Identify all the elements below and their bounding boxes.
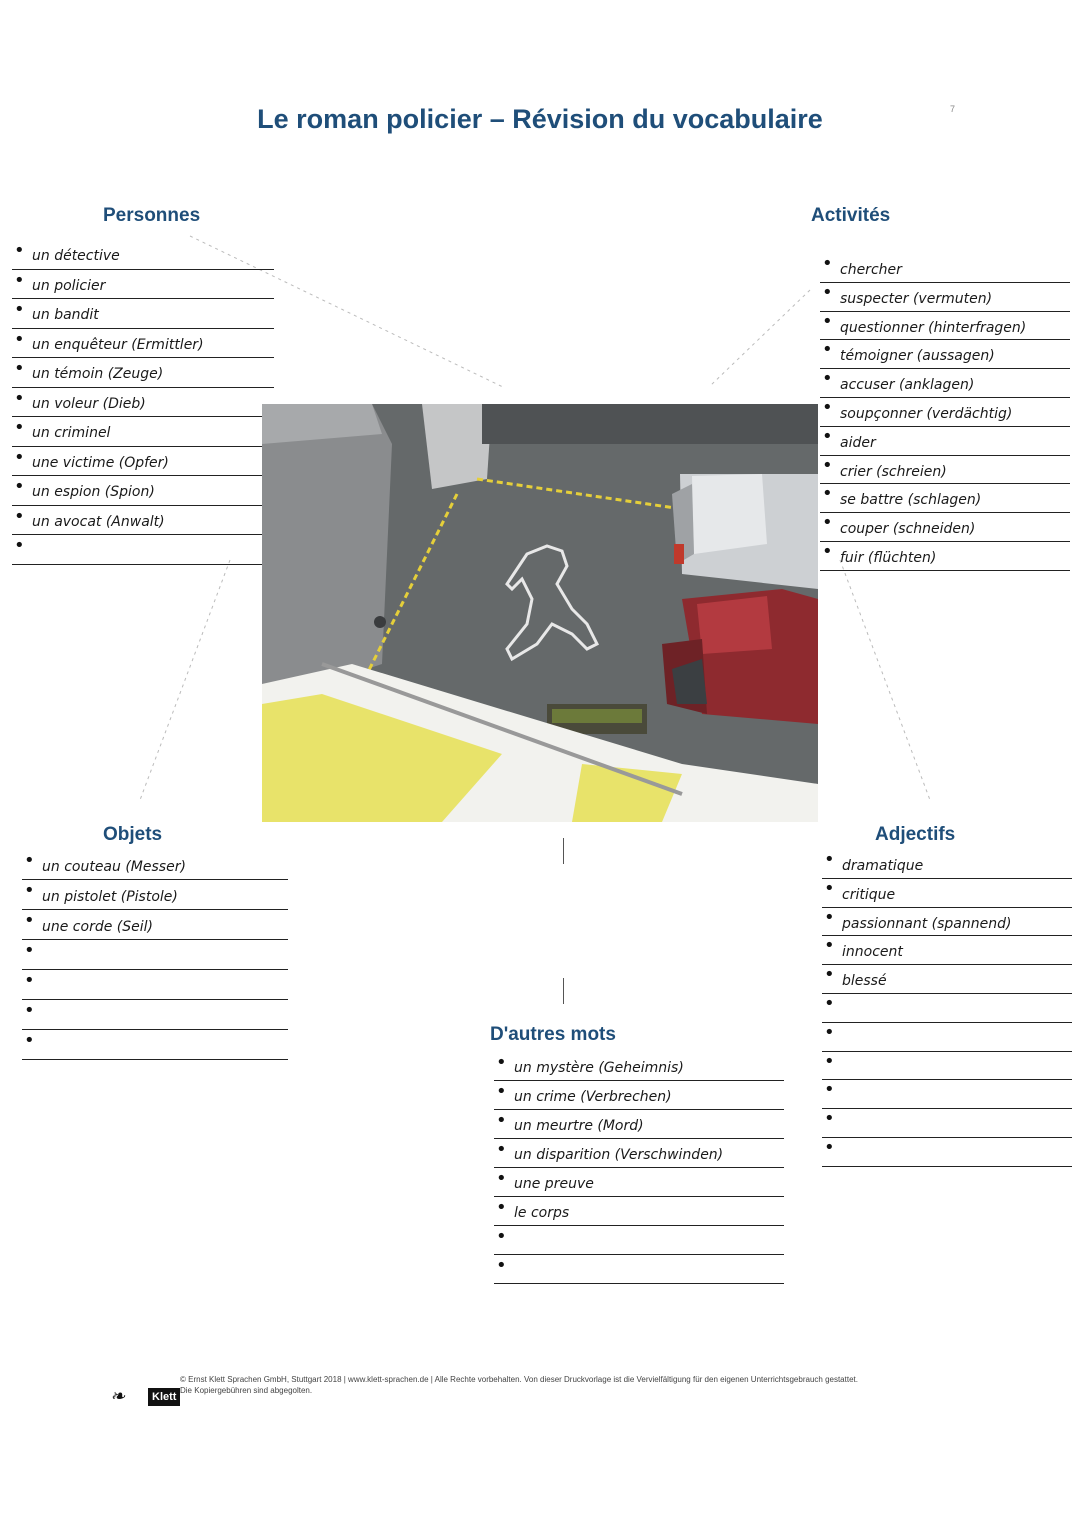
personnes-list [12,240,274,565]
page-number: 7 [950,104,956,114]
klett-brand: Klett [148,1388,180,1406]
list-item-adjectifs [822,1138,1072,1167]
list-item-personnes: • un criminel [12,417,274,447]
section-heading-autres: D'autres mots [490,1024,616,1045]
list-item-autres: • un meurtre (Mord) [494,1110,784,1139]
list-item-objets [22,1000,288,1030]
list-item-objets [22,940,288,970]
section-heading-objets: Objets [103,824,163,845]
list-item-objets: • une corde (Seil) [22,910,288,940]
list-item-personnes: • un avocat (Anwalt) [12,506,274,536]
list-item-autres: • le corps [494,1197,784,1226]
list-item-objets [22,1030,288,1060]
list-item-activites: • questionner (hinterfragen) [820,312,1070,341]
list-item-personnes [12,535,274,565]
list-item-personnes: • un détective [12,240,274,270]
list-item-adjectifs [822,994,1072,1023]
list-item-adjectifs: • blessé [822,965,1072,994]
section-heading-personnes: Personnes [103,205,201,226]
list-item-personnes: • un témoin (Zeuge) [12,358,274,388]
list-item-adjectifs [822,1080,1072,1109]
activites-list [820,254,1070,571]
list-item-adjectifs: • passionnant (spannend) [822,908,1072,937]
list-item-personnes: • un policier [12,270,274,300]
list-item-autres [494,1226,784,1255]
list-item-adjectifs [822,1109,1072,1138]
list-item-objets [22,970,288,1000]
copyright-line-1: © Ernst Klett Sprachen GmbH, Stuttgart 2018 | www.klett-sprachen.de | Alle Rechte vorbehalten. Von dieser Druckvorlage ist die Vervielfältigung für den eigenen Unterrichtsgebrauch gestattet. [180,1375,858,1384]
list-item-personnes: • un voleur (Dieb) [12,388,274,418]
list-item-adjectifs: • critique [822,879,1072,908]
list-item-activites: • se battre (schlagen) [820,484,1070,513]
divider-mark [563,838,564,864]
adjectifs-list [822,850,1072,1167]
list-item-autres: • un disparition (Verschwinden) [494,1139,784,1168]
section-heading-adjectifs: Adjectifs [875,824,956,845]
list-item-objets: • un couteau (Messer) [22,850,288,880]
list-item-autres: • une preuve [494,1168,784,1197]
list-item-adjectifs: • innocent [822,936,1072,965]
list-item-activites: • accuser (anklagen) [820,369,1070,398]
list-item-activites: • témoigner (aussagen) [820,340,1070,369]
divider-mark [563,978,564,1004]
list-item-adjectifs [822,1023,1072,1052]
section-heading-activites: Activités [811,205,891,226]
list-item-activites: • crier (schreien) [820,456,1070,485]
list-item-personnes: • un espion (Spion) [12,476,274,506]
klett-logo [110,1386,177,1408]
page-title: Le roman policier – Révision du vocabulaire [257,104,823,134]
list-item-activites: • aider [820,427,1070,456]
list-item-personnes: • un enquêteur (Ermittler) [12,329,274,359]
list-item-activites: • suspecter (vermuten) [820,283,1070,312]
list-item-autres [494,1255,784,1284]
list-item-activites: • chercher [820,254,1070,283]
klett-logo-icon: ❧ [110,1386,126,1407]
list-item-personnes: • un bandit [12,299,274,329]
copyright-line-2: Die Kopiergebühren sind abgegolten. [180,1386,313,1395]
list-item-activites: • fuir (flüchten) [820,542,1070,571]
list-item-activites: • couper (schneiden) [820,513,1070,542]
crime-scene-photo [262,404,818,822]
list-item-personnes: • une victime (Opfer) [12,447,274,477]
list-item-adjectifs: • dramatique [822,850,1072,879]
list-item-autres: • un mystère (Geheimnis) [494,1052,784,1081]
list-item-adjectifs [822,1052,1072,1081]
objets-list [22,850,288,1060]
list-item-objets: • un pistolet (Pistole) [22,880,288,910]
list-item-autres: • un crime (Verbrechen) [494,1081,784,1110]
autres-mots-list [494,1052,784,1284]
copyright-text [180,1374,970,1396]
list-item-activites: • soupçonner (verdächtig) [820,398,1070,427]
